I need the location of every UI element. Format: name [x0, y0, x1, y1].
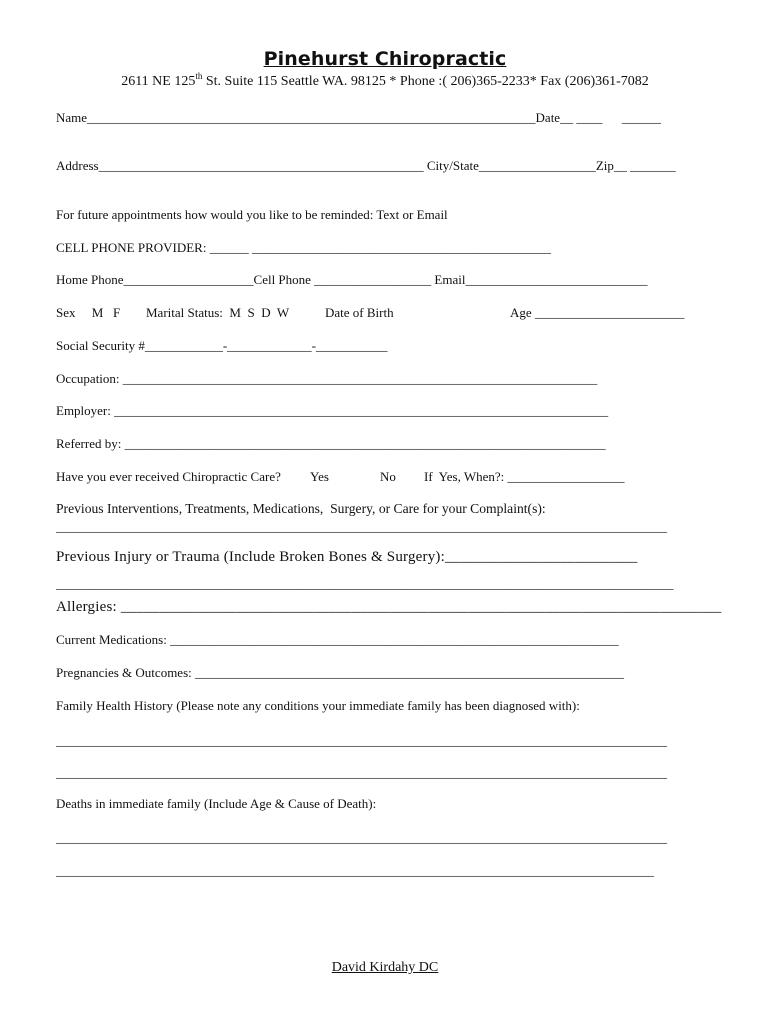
pregnancies-field[interactable]: Pregnancies & Outcomes: __________________________________________________________________ — [56, 665, 624, 680]
deaths-family-line-2[interactable]: ____________________________________________________________________________________________ — [56, 863, 654, 878]
dob-field[interactable]: Date of Birth — [325, 305, 394, 320]
ssn-field[interactable]: Social Security #____________-_____________-___________ — [56, 338, 388, 353]
family-history-line-1[interactable]: ______________________________________________________________________________________________ — [56, 733, 667, 748]
prev-interventions-label: Previous Interventions, Treatments, Medications, Surgery, or Care for your Complaint(s): — [56, 501, 546, 516]
occupation-field[interactable]: Occupation: _________________________________________________________________________ — [56, 371, 598, 386]
clinic-title: Pinehurst Chiropractic — [263, 48, 507, 70]
family-history-line-2[interactable]: ______________________________________________________________________________________________ — [56, 765, 667, 780]
age-field[interactable]: Age _______________________ — [510, 305, 685, 320]
prev-injury-blank[interactable]: _______________________________________________________________________________________________ — [56, 576, 674, 591]
chiro-no-option[interactable]: No — [380, 469, 396, 484]
employer-field[interactable]: Employer: ____________________________________________________________________________ — [56, 403, 609, 418]
reminder-preference[interactable]: For future appointments how would you like to be reminded: Text or Email — [56, 207, 448, 222]
marital-status-option[interactable]: Marital Status: M S D W — [146, 305, 290, 320]
phone-email-field[interactable]: Home Phone____________________Cell Phone __________________ Email____________________________ — [56, 272, 648, 287]
address-field[interactable]: Address__________________________________________________ City/State__________________Zip__ _______ — [56, 158, 676, 173]
chiro-when-field[interactable]: If Yes, When?: __________________ — [424, 469, 625, 484]
cell-provider-field[interactable]: CELL PHONE PROVIDER: ______ ______________________________________________ — [56, 240, 551, 255]
sex-option[interactable]: Sex M F — [56, 305, 121, 320]
referred-by-field[interactable]: Referred by: __________________________________________________________________________ — [56, 436, 606, 451]
doctor-signature: David Kirdahy DC — [331, 960, 439, 975]
prev-interventions-field[interactable]: ______________________________________________________________________________________________ — [56, 519, 667, 534]
name-date-field[interactable]: Name_____________________________________________________________________Date__ ____ ______ — [56, 110, 661, 125]
clinic-address: 2611 NE 125th St. Suite 115 Seattle WA. 98125 * Phone :( 206)365-2233* Fax (206)361-7082 — [121, 71, 649, 89]
family-history-label: Family Health History (Please note any conditions your immediate family has been diagnosed with): — [56, 698, 580, 713]
prev-injury-field[interactable]: Previous Injury or Trauma (Include Broken Bones & Surgery):_________________________ — [56, 549, 638, 565]
chiro-care-question: Have you ever received Chiropractic Care? — [56, 469, 281, 484]
chiro-yes-option[interactable]: Yes — [310, 469, 329, 484]
deaths-family-line-1[interactable]: ______________________________________________________________________________________________ — [56, 830, 667, 845]
current-medications-field[interactable]: Current Medications: _____________________________________________________________________ — [56, 632, 619, 647]
allergies-field[interactable]: Allergies: ______________________________________________________________________________ — [56, 599, 722, 615]
deaths-family-label: Deaths in immediate family (Include Age & Cause of Death): — [56, 796, 377, 811]
